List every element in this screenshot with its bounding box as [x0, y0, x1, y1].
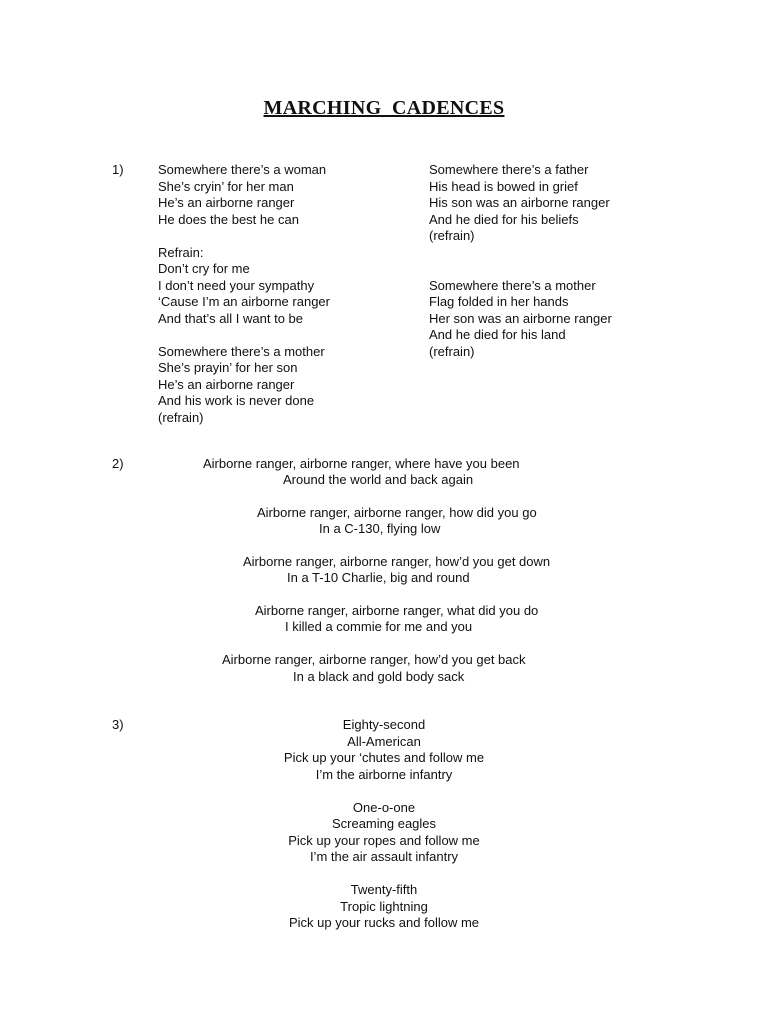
- stanza-gap: [0, 783, 768, 800]
- lyric-line: Pick up your rucks and follow me: [288, 915, 480, 930]
- refrain-label: Refrain:: [158, 244, 204, 260]
- lyric-line: (refrain): [158, 409, 204, 425]
- lyric-line: Airborne ranger, airborne ranger, how’d you get back: [222, 652, 526, 667]
- page-title: MARCHING CADENCES: [263, 97, 505, 119]
- lyric-line: Airborne ranger, airborne ranger, what did you do: [255, 603, 539, 618]
- lyric-line: Airborne ranger, airborne ranger, how did you go: [257, 505, 537, 520]
- lyric-line: Pick up your ropes and follow me: [288, 832, 480, 848]
- lyric-line: Somewhere there’s a mother: [158, 343, 325, 359]
- lyric-line: I killed a commie for me and you: [285, 619, 473, 634]
- lyric-line: He’s an airborne ranger: [158, 376, 295, 392]
- lyric-line: And that’s all I want to be: [158, 310, 304, 326]
- lyric-line: In a C-130, flying low: [319, 521, 441, 536]
- lyric-line: [429, 245, 612, 262]
- lyric-line: He does the best he can: [158, 211, 299, 227]
- lyric-line: Airborne ranger, airborne ranger, how’d you get down: [243, 554, 551, 569]
- lyric-line: Pick up your ‘chutes and follow me: [283, 750, 485, 765]
- lyric-line: She’s prayin’ for her son: [158, 360, 298, 375]
- lyric-line: I’m the airborne infantry: [315, 766, 453, 782]
- stanza-gap: [0, 866, 768, 883]
- lyric-line: ‘Cause I’m an airborne ranger: [158, 294, 330, 309]
- section-number-2: 2): [112, 456, 124, 471]
- lyric-line: All-American: [347, 733, 421, 749]
- lyric-line: Screaming eagles: [331, 816, 437, 831]
- lyric-line: She’s cryin’ for her man: [158, 178, 294, 194]
- lyric-line: Don’t cry for me: [158, 261, 250, 276]
- section1-left-column: [158, 162, 330, 426]
- lyric-line: Eighty-second: [342, 717, 426, 732]
- section-number-1: 1): [112, 162, 124, 177]
- lyric-line: He’s an airborne ranger: [158, 195, 295, 210]
- lyric-line: Somewhere there’s a woman: [158, 162, 327, 177]
- lyric-line: And his work is never done: [158, 393, 315, 408]
- lyric-line: Flag folded in her hands: [429, 294, 569, 309]
- lyric-line: I don’t need your sympathy: [158, 277, 315, 293]
- lyric-line: Tropic lightning: [340, 898, 428, 914]
- lyric-line: (refrain): [429, 343, 475, 359]
- lyric-line: Twenty-fifth: [350, 882, 418, 897]
- section3-lines: [0, 717, 768, 932]
- lyric-line: One-o-one: [352, 799, 416, 815]
- lyric-line: His head is bowed in grief: [429, 178, 578, 194]
- lyric-line: Somewhere there’s a father: [429, 162, 589, 177]
- section-number-3: 3): [112, 717, 124, 732]
- lyric-line: [158, 327, 330, 344]
- lyric-line: And he died for his land: [429, 327, 566, 342]
- lyric-line: (refrain): [429, 228, 475, 243]
- lyric-line: Around the world and back again: [283, 472, 474, 487]
- lyric-line: Somewhere there’s a mother: [429, 277, 596, 293]
- lyric-line: Airborne ranger, airborne ranger, where have you been: [203, 456, 520, 471]
- lyric-line: Her son was an airborne ranger: [429, 310, 612, 326]
- lyric-line: And he died for his beliefs: [429, 211, 579, 227]
- lyric-line: In a black and gold body sack: [293, 669, 465, 684]
- lyric-line: [158, 228, 330, 245]
- lyric-line: [429, 261, 612, 278]
- lyric-line: In a T-10 Charlie, big and round: [287, 570, 470, 585]
- section1-right-column: [429, 162, 612, 360]
- lyric-line: I’m the air assault infantry: [309, 849, 459, 864]
- lyric-line: His son was an airborne ranger: [429, 195, 610, 210]
